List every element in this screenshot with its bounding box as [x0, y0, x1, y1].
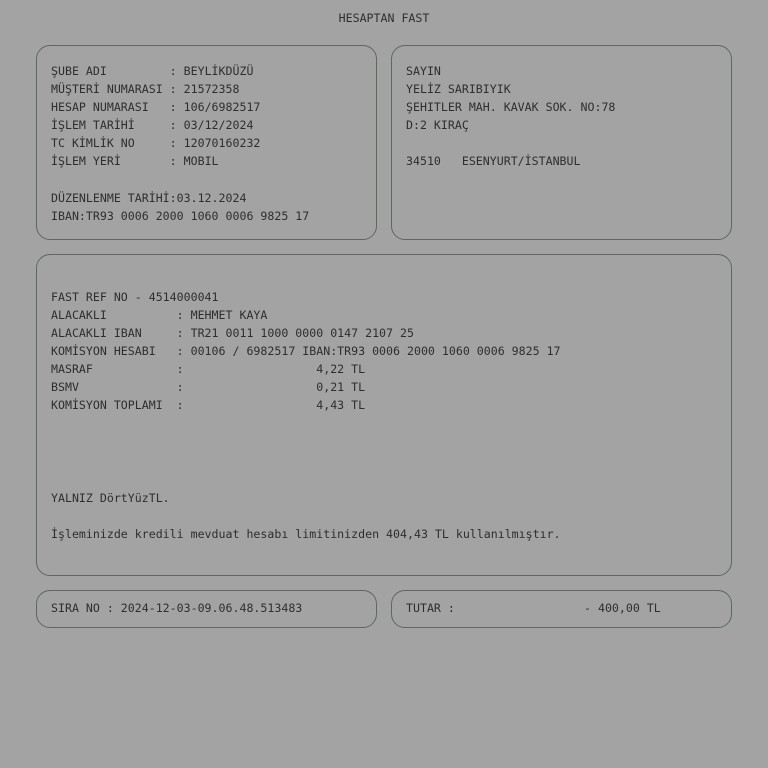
- total-amount: - 400,00 TL: [584, 601, 661, 615]
- creditor-row: ALACAKLI : MEHMET KAYA: [51, 308, 268, 322]
- sequence-number: SIRA NO : 2024-12-03-09.06.48.513483: [51, 601, 303, 615]
- bsmv-row: BSMV : 0,21 TL: [51, 380, 366, 394]
- account-iban: IBAN:TR93 0006 2000 1060 0006 9825 17: [51, 209, 310, 223]
- fast-ref: FAST REF NO - 4514000041: [51, 290, 219, 304]
- total-label: TUTAR :: [406, 601, 455, 615]
- recipient-name: YELİZ SARIBIYIK: [406, 82, 511, 96]
- account-number-row: HESAP NUMARASI : 106/6982517: [51, 100, 261, 114]
- amount-in-words: YALNIZ DörtYüzTL.: [51, 491, 170, 505]
- city-line: 34510 ESENYURT/İSTANBUL: [406, 154, 581, 168]
- salutation: SAYIN: [406, 64, 441, 78]
- overdraft-note: İşleminizde kredili mevduat hesabı limitinizden 404,43 TL kullanılmıştır.: [51, 527, 561, 541]
- issue-date: DÜZENLENME TARİHİ:03.12.2024: [51, 191, 247, 205]
- recipient-box: [391, 45, 732, 240]
- sequence-box: [36, 590, 377, 628]
- creditor-iban-row: ALACAKLI IBAN : TR21 0011 1000 0000 0147 2107 25: [51, 326, 414, 340]
- fee-row: MASRAF : 4,22 TL: [51, 362, 366, 376]
- branch-row: ŞUBE ADI : BEYLİKDÜZÜ: [51, 64, 254, 78]
- transaction-date-row: İŞLEM TARİHİ : 03/12/2024: [51, 118, 254, 132]
- tc-id-row: TC KİMLİK NO : 12070160232: [51, 136, 261, 150]
- customer-number-row: MÜŞTERİ NUMARASI : 21572358: [51, 82, 240, 96]
- commission-total-row: KOMİSYON TOPLAMI : 4,43 TL: [51, 398, 366, 412]
- total-box: [391, 590, 732, 628]
- page-title: HESAPTAN FAST: [338, 11, 430, 25]
- commission-account-row: KOMİSYON HESABI : 00106 / 6982517 IBAN:TR93 0006 2000 1060 0006 9825 17: [51, 344, 561, 358]
- address-line-2: D:2 KIRAÇ: [406, 118, 469, 132]
- transaction-place-row: İŞLEM YERİ : MOBIL: [51, 154, 219, 168]
- transfer-details-box: [36, 254, 732, 576]
- account-info-box: [36, 45, 377, 240]
- address-line-1: ŞEHITLER MAH. KAVAK SOK. NO:78: [406, 100, 616, 114]
